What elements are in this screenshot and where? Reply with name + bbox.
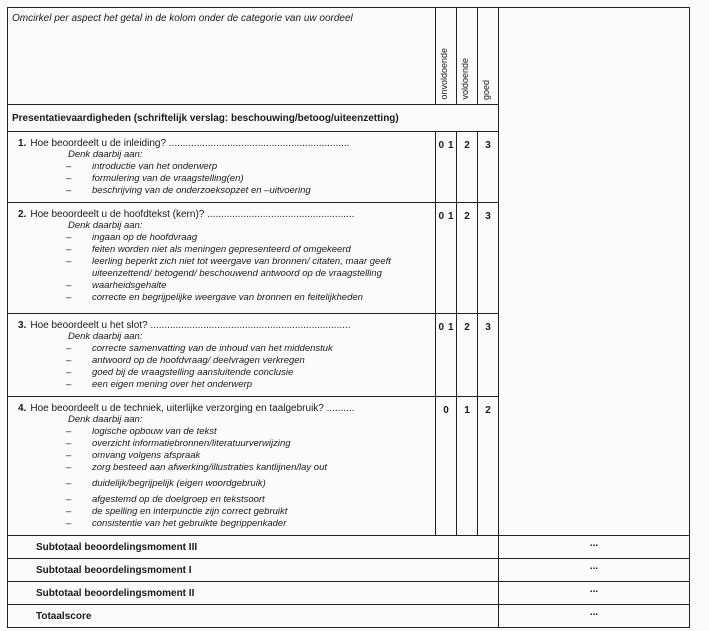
think-label: Denk daarbij aan: bbox=[68, 220, 143, 231]
question-1: 1. Hoe beoordeelt u de inleiding? ................................................................. Denk daarbij aan: – introductie van het onderwerp – formulering van de vraagstelling(en) – beschrijving van de onderzoeksopzet en –uitvoering bbox=[8, 132, 436, 203]
subtotal-value[interactable]: ... bbox=[499, 559, 690, 582]
list-item: – correcte samenvatting van de inhoud van het middenstuk bbox=[66, 343, 431, 355]
list-item: – formulering van de vraagstelling(en) bbox=[66, 173, 431, 185]
question-2-items bbox=[66, 232, 431, 304]
score-cell-onvoldoende[interactable] bbox=[436, 314, 457, 397]
remarks-column[interactable] bbox=[499, 8, 690, 536]
think-label: Denk daarbij aan: bbox=[68, 149, 143, 160]
category-header-voldoende: voldoende bbox=[457, 8, 478, 105]
list-item: – consistentie van het gebruikte begrippenkader bbox=[66, 518, 431, 530]
score-option[interactable]: 0 bbox=[438, 211, 444, 222]
total-value[interactable]: ... bbox=[499, 605, 690, 628]
score-option[interactable]: 2 bbox=[457, 132, 478, 203]
subtotal-label: Subtotaal beoordelingsmoment II bbox=[8, 582, 499, 605]
question-2-text: Hoe beoordeelt u de hoofdtekst (kern)? ..................................................... bbox=[30, 209, 355, 220]
question-2: 2. Hoe beoordeelt u de hoofdtekst (kern)? ..................................................... Denk daarbij aan: – ingaan op de hoofdvraag – feiten worden niet als meningen gepresenteerd of omgekeerd – leerling beperkt zich niet tot weergave van bronnen/ citaten, maar geeft uiteenzettend/ betogend/ beschouwend antwoord op de vraagstelling – waarheidsgehalte – correcte en begrijpelijke weergave van bronnen en feitelijkheden bbox=[8, 203, 436, 314]
list-item: – zorg besteed aan afwerking/illustraties kantlijnen/lay out bbox=[66, 462, 431, 474]
subtotal-row bbox=[8, 582, 690, 605]
list-item: – beschrijving van de onderzoeksopzet en –uitvoering bbox=[66, 185, 431, 197]
think-label: Denk daarbij aan: bbox=[68, 414, 143, 425]
question-4: 4. Hoe beoordeelt u de techniek, uiterlijke verzorging en taalgebruik? .......... Denk daarbij aan: – logische opbouw van de tekst – overzicht informatiebronnen/literatuurverwijzing – omvang volgens afspraak – zorg besteed aan afwerking/illustraties kantlijnen/lay out – duidelijk/begrijpelijk (eigen woordgebruik) – afgestemd op de doelgroep en tekstsoort – de spelling en interpunctie zijn correct gebruikt – consistentie van het gebruikte begrippenkader bbox=[8, 397, 436, 536]
score-cell-onvoldoende[interactable] bbox=[436, 132, 457, 203]
list-item: – antwoord op de hoofdvraag/ deelvragen verkregen bbox=[66, 355, 431, 367]
list-item: – afgestemd op de doelgroep en tekstsoort bbox=[66, 494, 431, 506]
category-header-onvoldoende: onvoldoende bbox=[436, 8, 457, 105]
list-item: – feiten worden niet als meningen gepresenteerd of omgekeerd bbox=[66, 244, 431, 256]
subtotal-row bbox=[8, 536, 690, 559]
score-option[interactable]: 2 bbox=[457, 203, 478, 314]
list-item: – ingaan op de hoofdvraag bbox=[66, 232, 431, 244]
score-option[interactable]: 1 bbox=[448, 211, 454, 222]
question-3-text: Hoe beoordeelt u het slot? ........................................................................ bbox=[30, 320, 351, 331]
instruction-text: Omcirkel per aspect het getal in de kolom onder de categorie van uw oordeel bbox=[8, 8, 436, 105]
score-option[interactable]: 0 bbox=[438, 140, 444, 151]
list-item: – introductie van het onderwerp bbox=[66, 161, 431, 173]
score-option[interactable]: 2 bbox=[478, 397, 499, 536]
question-4-text: Hoe beoordeelt u de techniek, uiterlijke verzorging en taalgebruik? .......... bbox=[30, 403, 355, 414]
score-option[interactable]: 1 bbox=[448, 322, 454, 333]
list-item: – duidelijk/begrijpelijk (eigen woordgebruik) bbox=[66, 478, 431, 490]
list-item: – overzicht informatiebronnen/literatuurverwijzing bbox=[66, 438, 431, 450]
list-item: – leerling beperkt zich niet tot weergave van bronnen/ citaten, maar geeft uiteenzettend/ betogend/ beschouwend antwoord op de vraagstelling bbox=[66, 256, 431, 280]
question-4-items bbox=[66, 426, 431, 530]
score-option[interactable]: 0 bbox=[438, 322, 444, 333]
list-item: – de spelling en interpunctie zijn correct gebruikt bbox=[66, 506, 431, 518]
score-option[interactable]: 3 bbox=[478, 314, 499, 397]
section-title: Presentatievaardigheden (schriftelijk verslag: beschouwing/betoog/uiteenzetting) bbox=[8, 105, 499, 132]
question-3: 3. Hoe beoordeelt u het slot? ........................................................................ Denk daarbij aan: – correcte samenvatting van de inhoud van het middenstuk – antwoord op de hoofdvraag/ deelvragen verkregen – goed bij de vraagstelling aansluitende conclusie – een eigen mening over het onderwerp bbox=[8, 314, 436, 397]
category-header-goed: goed bbox=[478, 8, 499, 105]
question-1-items bbox=[66, 161, 431, 197]
score-option[interactable]: 1 bbox=[448, 140, 454, 151]
list-item: – waarheidsgehalte bbox=[66, 280, 431, 292]
subtotal-value[interactable]: ... bbox=[499, 582, 690, 605]
score-option[interactable]: 3 bbox=[478, 203, 499, 314]
score-option[interactable]: 0 bbox=[436, 397, 457, 536]
score-option[interactable]: 3 bbox=[478, 132, 499, 203]
score-option[interactable]: 1 bbox=[457, 397, 478, 536]
subtotal-value[interactable]: ... bbox=[499, 536, 690, 559]
question-3-items bbox=[66, 343, 431, 391]
score-cell-onvoldoende[interactable] bbox=[436, 203, 457, 314]
evaluation-table bbox=[7, 7, 690, 628]
list-item: – correcte en begrijpelijke weergave van bronnen en feitelijkheden bbox=[66, 292, 431, 304]
score-option[interactable]: 2 bbox=[457, 314, 478, 397]
header-row bbox=[8, 8, 690, 105]
list-item: – goed bij de vraagstelling aansluitende conclusie bbox=[66, 367, 431, 379]
list-item: – omvang volgens afspraak bbox=[66, 450, 431, 462]
total-row bbox=[8, 605, 690, 628]
subtotal-label: Subtotaal beoordelingsmoment III bbox=[8, 536, 499, 559]
subtotal-row bbox=[8, 559, 690, 582]
list-item: – een eigen mening over het onderwerp bbox=[66, 379, 431, 391]
total-label: Totaalscore bbox=[8, 605, 499, 628]
think-label: Denk daarbij aan: bbox=[68, 331, 143, 342]
question-1-text: Hoe beoordeelt u de inleiding? ................................................................. bbox=[30, 138, 350, 149]
list-item: – logische opbouw van de tekst bbox=[66, 426, 431, 438]
subtotal-label: Subtotaal beoordelingsmoment I bbox=[8, 559, 499, 582]
